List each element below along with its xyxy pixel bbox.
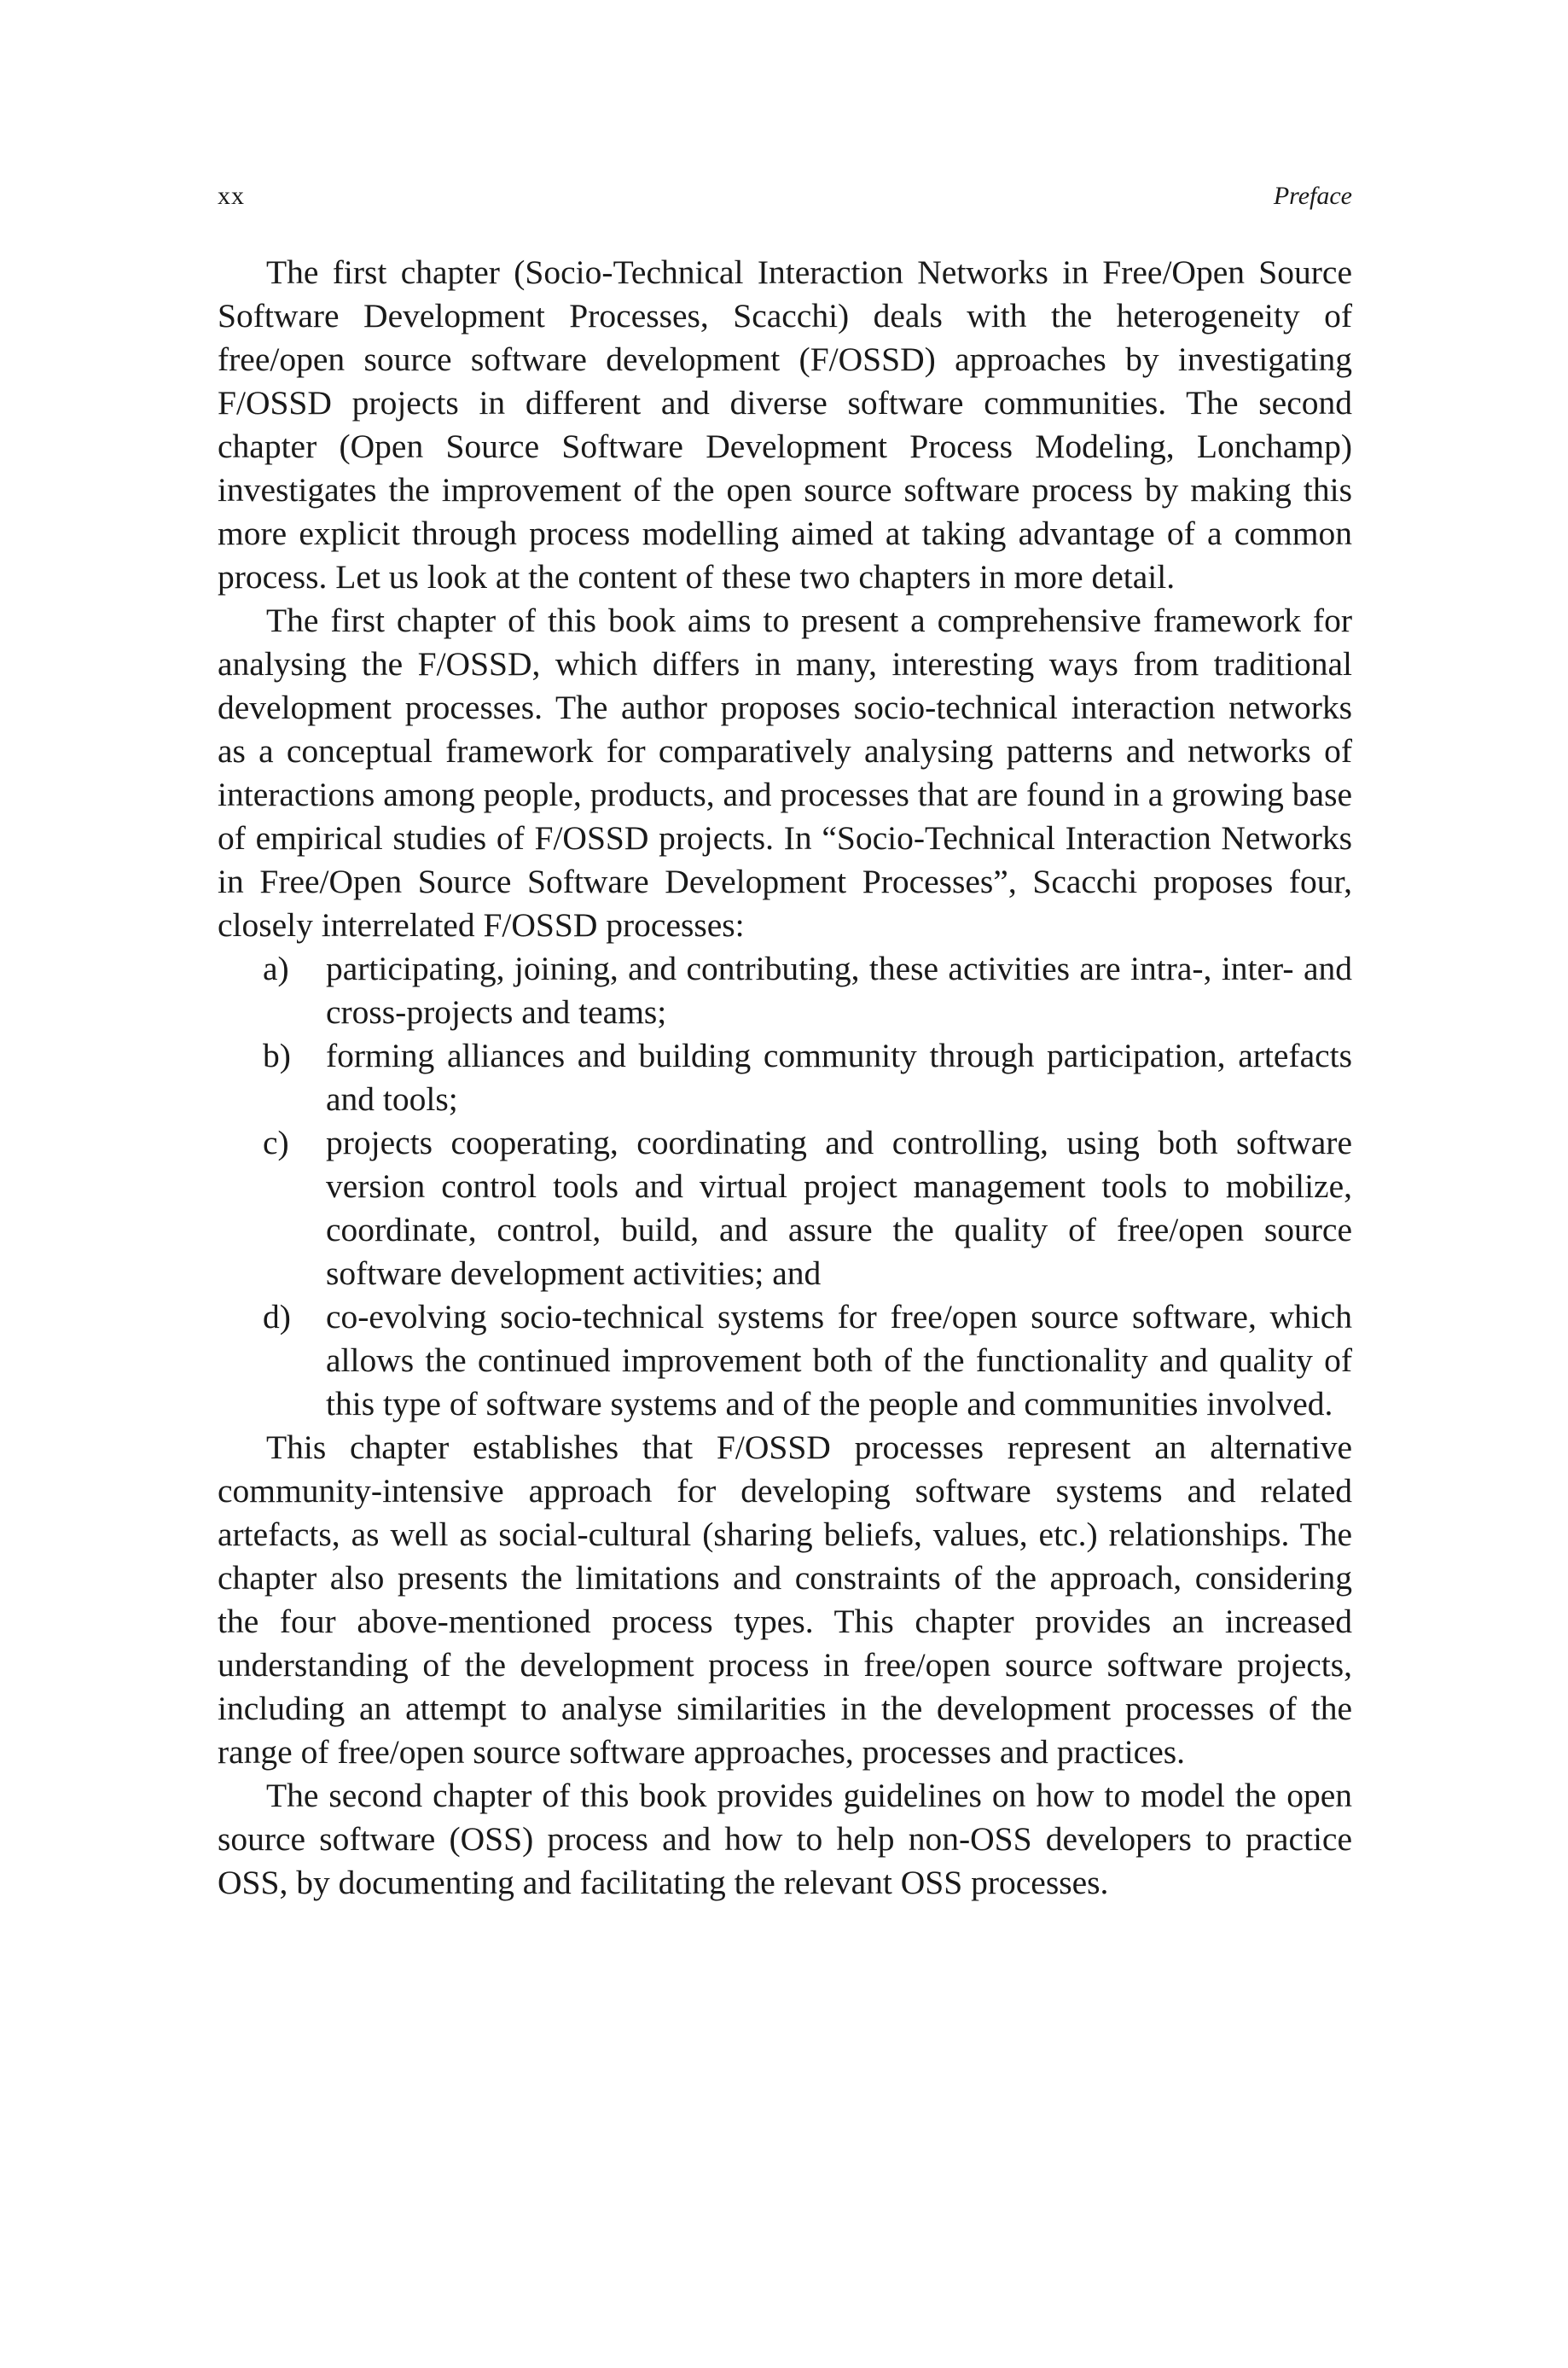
page-number: xx bbox=[218, 182, 245, 210]
list-item-text: forming alliances and building community through participation, artefacts and tools; bbox=[326, 1037, 1352, 1118]
list-item-text: projects cooperating, coordinating and controlling, using both software version control tools and virtual project management tools to mobilize, coordinate, control, build, and assure the quality of free/open source software development activities; and bbox=[326, 1124, 1352, 1292]
running-head bbox=[218, 177, 1352, 215]
body-text bbox=[218, 251, 1352, 1905]
paragraph-first-chapter-framework: The first chapter of this book aims to present a comprehensive framework for analysing the F/OSSD, which differs in many, interesting ways from traditional development processes. The author proposes socio-technical interaction networks as a conceptual framework for comparatively analysing patterns and networks of interactions among people, products, and processes that are found in a growing base of empirical studies of F/OSSD projects. In “Socio-Technical Interaction Networks in Free/Open Source Software Development Processes”, Scacchi proposes four, closely interrelated F/OSSD processes: bbox=[218, 602, 1352, 944]
list-item bbox=[218, 1121, 1352, 1295]
list-item-text: participating, joining, and contributing, these activities are intra-, inter- and cross-projects and teams; bbox=[326, 950, 1352, 1031]
process-list bbox=[218, 947, 1352, 1426]
list-item bbox=[218, 1295, 1352, 1426]
list-marker: c) bbox=[263, 1124, 289, 1161]
list-marker: a) bbox=[263, 950, 289, 987]
paragraph-second-chapter: The second chapter of this book provides guidelines on how to model the open source software (OSS) process and how to help non-OSS developers to practice OSS, by documenting and facilitating the relevant OSS processes. bbox=[218, 1777, 1352, 1901]
list-item-text: co-evolving socio-technical systems for free/open source software, which allows the continued improvement both of the functionality and quality of this type of software systems and of the people and communities involved. bbox=[326, 1298, 1352, 1423]
list-marker: b) bbox=[263, 1037, 291, 1074]
running-title: Preface bbox=[1273, 182, 1352, 210]
list-item bbox=[218, 947, 1352, 1034]
list-item bbox=[218, 1034, 1352, 1121]
paragraph-chapter-establishes: This chapter establishes that F/OSSD processes represent an alternative community-intensive approach for developing software systems and related artefacts, as well as social-cultural (sharing beliefs, values, etc.) relationships. The chapter also presents the limitations and constraints of the approach, considering the four above-mentioned process types. This chapter provides an increased understanding of the development process in free/open source software projects, including an attempt to analyse similarities in the development processes of the range of free/open source software approaches, processes and practices. bbox=[218, 1428, 1352, 1771]
paragraph-chapter-overview: The first chapter (Socio-Technical Interaction Networks in Free/Open Source Software Development Processes, Scacchi) deals with the heterogeneity of free/open source software development (F/OSSD) approaches by investigating F/OSSD projects in different and diverse software communities. The second chapter (Open Source Software Development Process Modeling, Lonchamp) investigates the improvement of the open source software process by making this more explicit through process modelling aimed at taking advantage of a common process. Let us look at the content of these two chapters in more detail. bbox=[218, 253, 1352, 596]
list-marker: d) bbox=[263, 1298, 291, 1335]
